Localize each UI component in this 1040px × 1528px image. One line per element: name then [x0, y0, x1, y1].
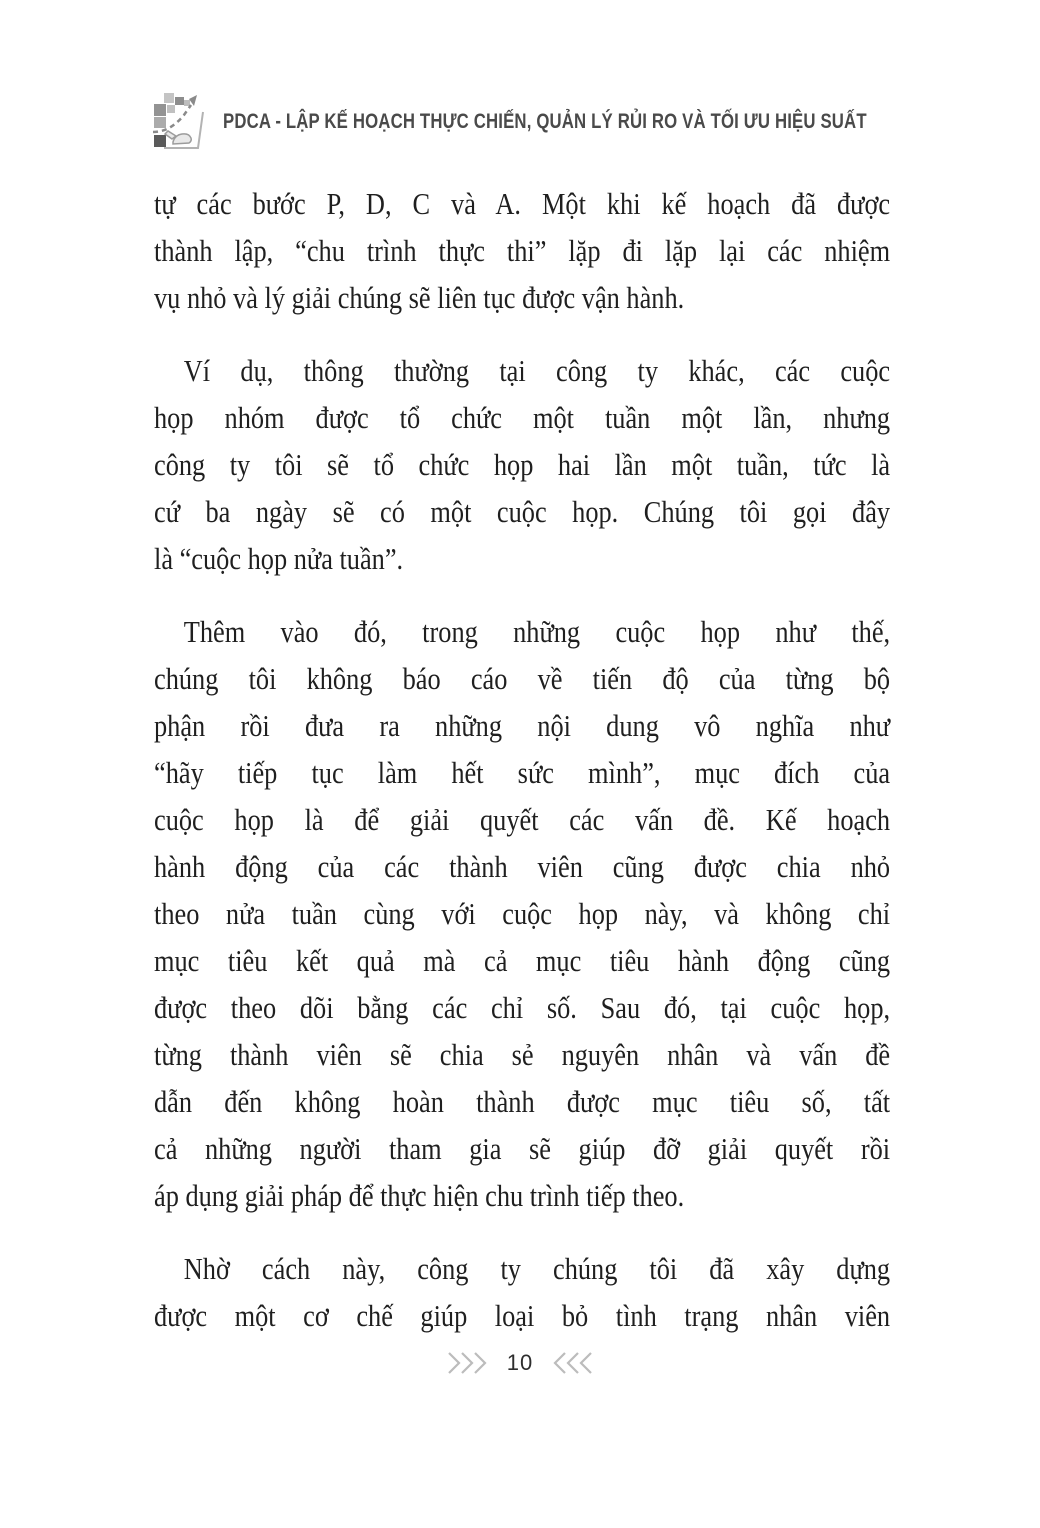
paragraph [154, 347, 890, 582]
page-header [151, 91, 1040, 151]
text-line: Ví dụ, thông thường tại công ty khác, các cuộc [183, 353, 891, 388]
text-line: là “cuộc họp nửa tuần”. [154, 541, 404, 576]
page-footer [0, 1350, 1040, 1376]
text-line: áp dụng giải pháp để thực hiện chu trình tiếp theo. [154, 1178, 685, 1213]
text-line: theo nửa tuần cùng với cuộc họp này, và không chỉ [154, 896, 891, 931]
paragraph [154, 1245, 890, 1339]
text-line: phận rồi đưa ra những nội dung vô nghĩa như [154, 708, 891, 743]
paragraph [154, 180, 890, 321]
text-line: tự các bước P, D, C và A. Một khi kế hoạch đã được [154, 186, 891, 221]
text-line: vụ nhỏ và lý giải chúng sẽ liên tục được vận hành. [154, 280, 685, 315]
chevrons-right-icon [447, 1351, 491, 1375]
text-line: mục tiêu kết quả mà cả mục tiêu hành động cũng [154, 943, 891, 978]
text-line: cả những người tham gia sẽ giúp đỡ giải quyết rồi [154, 1131, 891, 1166]
text-line: cứ ba ngày sẽ có một cuộc họp. Chúng tôi gọi đây [154, 494, 891, 529]
text-line: từng thành viên sẽ chia sẻ nguyên nhân và vấn đề [154, 1037, 891, 1072]
paragraph [154, 608, 890, 1219]
text-line: Thêm vào đó, trong những cuộc họp như thế, [183, 614, 891, 649]
text-line: cuộc họp là để giải quyết các vấn đề. Kế hoạch [154, 802, 891, 837]
pdca-logo-icon [151, 92, 207, 150]
text-line: Nhờ cách này, công ty chúng tôi đã xây dựng [183, 1251, 891, 1286]
text-line: “hãy tiếp tục làm hết sức mình”, mục đích của [154, 755, 891, 790]
chevrons-left-icon [549, 1351, 593, 1375]
text-line: hành động của các thành viên cũng được chia nhỏ [154, 849, 891, 884]
text-line: chúng tôi không báo cáo về tiến độ của từng bộ [154, 661, 891, 696]
running-head: PDCA - LẬP KẾ HOẠCH THỰC CHIẾN, QUẢN LÝ RỦI RO VÀ TỐI ƯU HIỆU SUẤT [223, 108, 867, 133]
text-line: dẫn đến không hoàn thành được mục tiêu số, tất [154, 1084, 891, 1119]
text-line: được một cơ chế giúp loại bỏ tình trạng nhân viên [154, 1298, 891, 1333]
text-line: thành lập, “chu trình thực thi” lặp đi lặp lại các nhiệm [154, 233, 891, 268]
text-line: họp nhóm được tổ chức một tuần một lần, nhưng [154, 400, 891, 435]
body-text [154, 180, 890, 1339]
text-line: được theo dõi bằng các chỉ số. Sau đó, tại cuộc họp, [154, 990, 891, 1025]
text-line: công ty tôi sẽ tổ chức họp hai lần một tuần, tức là [154, 447, 891, 482]
page-number: 10 [506, 1350, 534, 1375]
